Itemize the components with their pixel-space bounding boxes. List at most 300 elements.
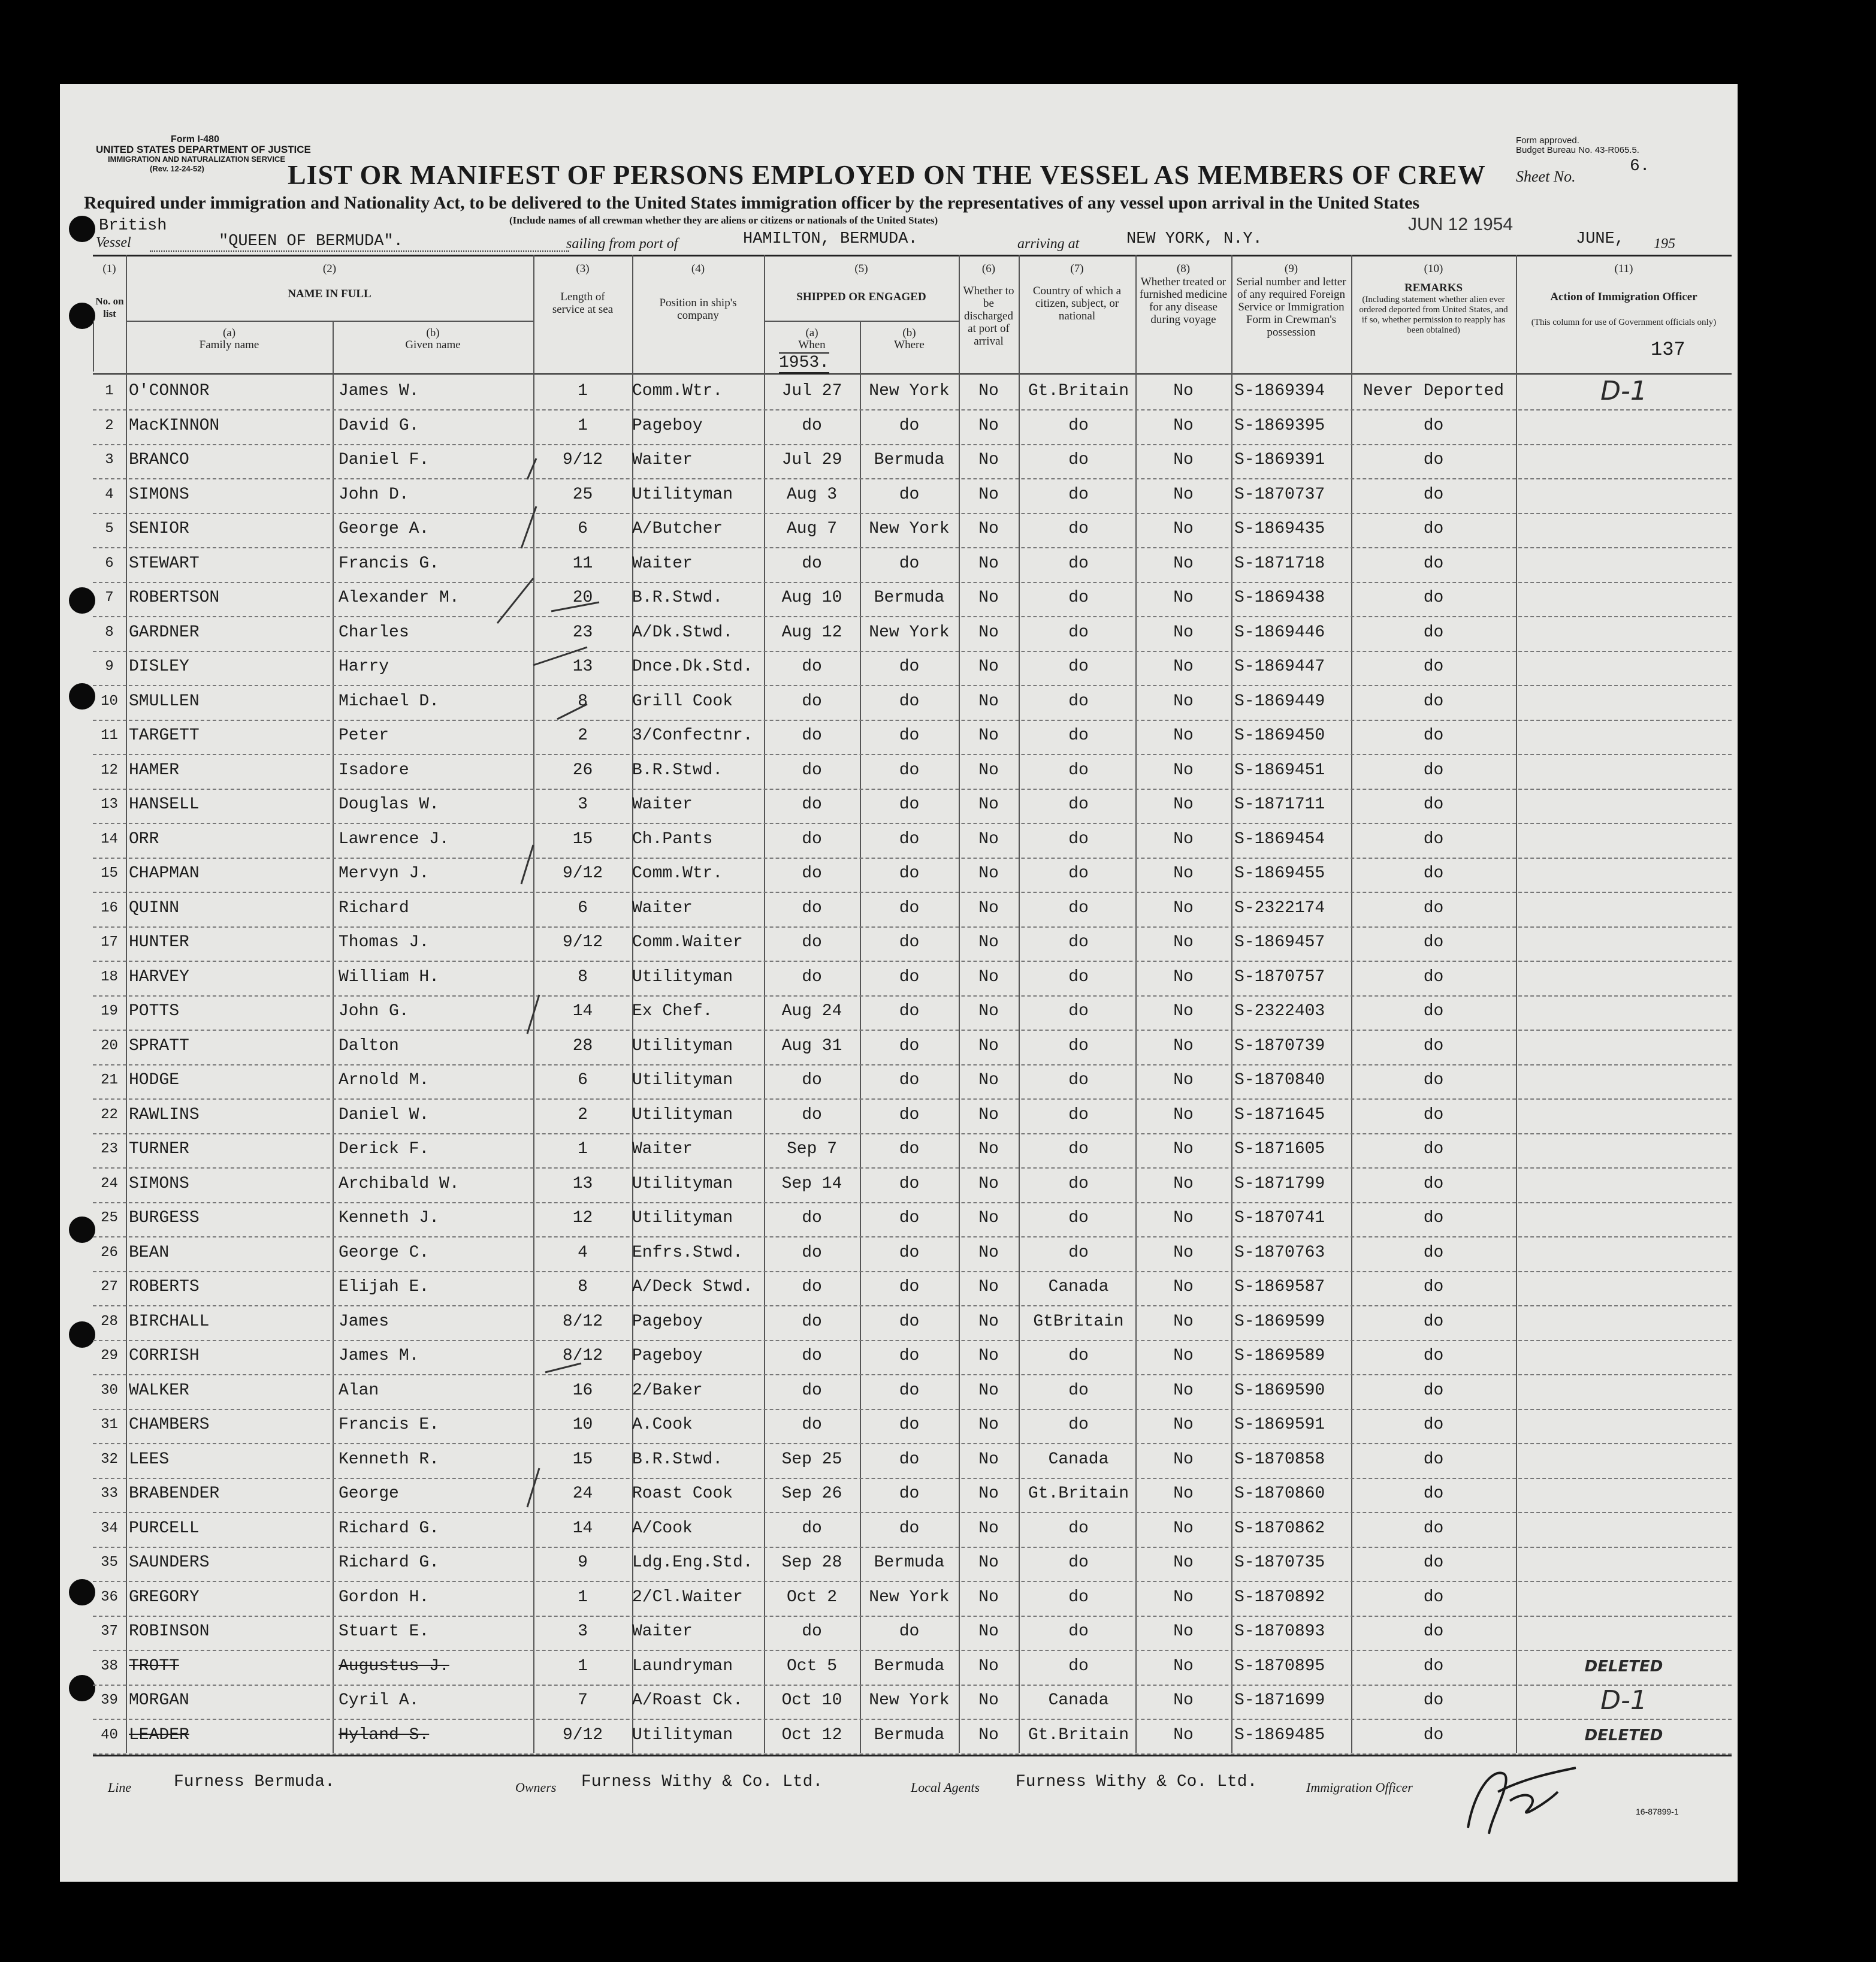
cell-no: 17 <box>101 934 118 950</box>
cell-serial: S-1869455 <box>1234 864 1325 883</box>
cell-family: CORRISH <box>129 1347 200 1365</box>
cell-discharged: No <box>978 416 999 435</box>
nationality: British <box>99 217 167 235</box>
year-prefix: 195 <box>1654 236 1675 252</box>
cell-family: BEAN <box>129 1243 170 1262</box>
cell-no: 1 <box>105 383 114 399</box>
cell-country: do <box>1068 692 1089 711</box>
cell-given: Kenneth J. <box>339 1209 440 1227</box>
cell-family: SAUNDERS <box>129 1553 210 1572</box>
cell-where: Bermuda <box>874 588 945 607</box>
cell-serial: S-1869394 <box>1234 382 1325 400</box>
cell-no: 27 <box>101 1279 118 1295</box>
cell-given: Dalton <box>339 1036 399 1055</box>
cell-no: 32 <box>101 1451 118 1468</box>
col4-num: (4) <box>691 262 705 275</box>
col2b-num: (b) <box>426 327 440 339</box>
cell-when: Jul 27 <box>781 382 842 400</box>
vessel-label: Vessel <box>96 235 131 250</box>
cell-position: Waiter <box>632 898 693 917</box>
cell-remarks: do <box>1423 898 1444 917</box>
cell-service: 6 <box>578 898 588 917</box>
cell-family: QUINN <box>129 898 180 917</box>
col10-label: REMARKS <box>1404 282 1463 294</box>
cell-position: Utilityman <box>632 1174 733 1193</box>
cell-discharged: No <box>978 898 999 917</box>
cell-discharged: No <box>978 967 999 986</box>
cell-medicine: No <box>1173 829 1194 849</box>
cell-no: 3 <box>105 452 114 468</box>
cell-where: do <box>899 760 920 780</box>
cell-remarks: do <box>1423 1587 1444 1607</box>
cell-when: Jul 29 <box>781 451 842 469</box>
cell-no: 26 <box>101 1244 118 1261</box>
cell-family: CHAMBERS <box>129 1415 210 1434</box>
cell-remarks: do <box>1423 1140 1444 1158</box>
cell-when: Sep 28 <box>781 1553 842 1572</box>
cell-when: do <box>802 1071 822 1089</box>
cell-family: LEADER <box>129 1725 189 1744</box>
cell-service: 8/12 <box>562 1312 603 1331</box>
col6-num: (6) <box>981 262 996 275</box>
cell-position: Utilityman <box>632 485 733 504</box>
cell-serial: S-1869391 <box>1234 451 1325 469</box>
cell-no: 12 <box>101 762 118 778</box>
cell-no: 2 <box>105 417 114 434</box>
cell-where: do <box>899 1243 920 1262</box>
col6-label: Whether to be discharged at port of arrival <box>963 285 1014 348</box>
punch-hole <box>69 683 95 710</box>
cell-serial: S-1869449 <box>1234 692 1325 711</box>
cell-where: do <box>899 692 920 711</box>
cell-medicine: No <box>1173 1278 1194 1296</box>
col5-num: (5) <box>854 262 868 275</box>
cell-position: Grill Cook <box>632 692 733 711</box>
cell-discharged: No <box>978 1450 999 1469</box>
cell-given: Lawrence J. <box>339 829 449 849</box>
cell-where: do <box>899 1036 920 1055</box>
cell-discharged: No <box>978 1622 999 1641</box>
cell-serial: S-2322174 <box>1234 898 1325 917</box>
cell-position: A.Cook <box>632 1415 693 1434</box>
cell-remarks: do <box>1423 864 1444 883</box>
cell-position: Enfrs.Stwd. <box>632 1243 743 1262</box>
cell-where: do <box>899 795 920 814</box>
cell-where: do <box>899 1209 920 1227</box>
cell-position: Ldg.Eng.Std. <box>632 1553 753 1572</box>
cell-serial: S-1869451 <box>1234 760 1325 780</box>
form-number: Form I-480 <box>171 134 219 144</box>
cell-serial: S-1870741 <box>1234 1209 1325 1227</box>
cell-where: do <box>899 1071 920 1089</box>
cell-when: do <box>802 1381 822 1400</box>
cell-service: 1 <box>578 382 588 400</box>
cell-given: James W. <box>339 382 419 400</box>
line-label: Line <box>108 1780 132 1795</box>
col2-label: NAME IN FULL <box>288 288 371 300</box>
cell-country: do <box>1068 1553 1089 1572</box>
cell-service: 20 <box>572 588 593 607</box>
agents-value: Furness Withy & Co. Ltd. <box>1016 1773 1258 1791</box>
cell-position: Pageboy <box>632 416 703 435</box>
cell-where: do <box>899 1002 920 1021</box>
table-row <box>93 754 1732 790</box>
cell-country: do <box>1068 485 1089 504</box>
cell-remarks: do <box>1423 1209 1444 1227</box>
cell-remarks: do <box>1423 1312 1444 1331</box>
cell-position: Waiter <box>632 1622 693 1641</box>
cell-no: 29 <box>101 1348 118 1364</box>
cell-no: 37 <box>101 1623 118 1640</box>
cell-family: ORR <box>129 829 159 849</box>
cell-medicine: No <box>1173 451 1194 469</box>
cell-where: do <box>899 829 920 849</box>
table-row <box>93 961 1732 997</box>
form-revision: (Rev. 12-24-52) <box>150 164 204 173</box>
cell-position: Comm.Wtr. <box>632 382 723 400</box>
manifest-page <box>60 84 1738 1882</box>
cell-medicine: No <box>1173 1071 1194 1089</box>
cell-when: do <box>802 1622 822 1641</box>
cell-given: John G. <box>339 1002 409 1021</box>
print-code: 16-87899-1 <box>1636 1807 1679 1816</box>
cell-family: HAMER <box>129 760 180 780</box>
cell-given: William H. <box>339 967 440 986</box>
cell-where: Bermuda <box>874 1656 945 1676</box>
cell-given: Richard G. <box>339 1519 440 1538</box>
cell-family: MORGAN <box>129 1691 189 1710</box>
table-row <box>93 1615 1732 1651</box>
cell-country: do <box>1068 1519 1089 1538</box>
cell-position: 2/Baker <box>632 1381 703 1400</box>
cell-where: do <box>899 1312 920 1331</box>
col5-label: SHIPPED OR ENGAGED <box>796 291 926 303</box>
cell-remarks: do <box>1423 554 1444 573</box>
cell-position: Roast Cook <box>632 1484 733 1503</box>
table-row <box>93 1167 1732 1203</box>
cell-where: do <box>899 1484 920 1503</box>
table-row <box>93 409 1732 445</box>
cell-where: Bermuda <box>874 1725 945 1744</box>
cell-medicine: No <box>1173 1553 1194 1572</box>
cell-no: 28 <box>101 1313 118 1330</box>
col2-num: (2) <box>322 262 337 275</box>
cell-given: Mervyn J. <box>339 864 430 883</box>
cell-position: Utilityman <box>632 1725 733 1744</box>
cell-where: Bermuda <box>874 451 945 469</box>
punch-hole <box>69 587 95 614</box>
cell-where: do <box>899 554 920 573</box>
cell-medicine: No <box>1173 1484 1194 1503</box>
cell-service: 6 <box>578 520 588 538</box>
table-row <box>93 650 1732 686</box>
cell-when: do <box>802 795 822 814</box>
cell-when: do <box>802 864 822 883</box>
cell-remarks: do <box>1423 1450 1444 1469</box>
cell-where: Bermuda <box>874 1553 945 1572</box>
cell-no: 40 <box>101 1726 118 1743</box>
cell-country: do <box>1068 1347 1089 1365</box>
table-row <box>93 926 1732 962</box>
table-row <box>93 1374 1732 1410</box>
cell-family: BRABENDER <box>129 1484 220 1503</box>
cell-service: 8 <box>578 967 588 986</box>
cell-action: DELETED <box>1584 1726 1663 1744</box>
cell-no: 34 <box>101 1520 118 1537</box>
cell-position: Laundryman <box>632 1656 733 1676</box>
punch-hole <box>69 1675 95 1701</box>
col4-label: Position in ship's company <box>659 297 737 322</box>
cell-discharged: No <box>978 1725 999 1744</box>
port-to: NEW YORK, N.Y. <box>1126 230 1262 248</box>
cell-service: 25 <box>572 485 593 504</box>
page-count: 137 <box>1651 339 1685 361</box>
cell-where: New York <box>869 1691 950 1710</box>
col5a-label: When <box>798 339 826 351</box>
cell-family: RAWLINS <box>129 1105 200 1124</box>
cell-remarks: do <box>1423 1174 1444 1193</box>
cell-remarks: do <box>1423 451 1444 469</box>
cell-medicine: No <box>1173 1656 1194 1676</box>
cell-no: 31 <box>101 1417 118 1433</box>
table-row <box>93 1477 1732 1513</box>
cell-service: 4 <box>578 1243 588 1262</box>
cell-serial: S-1871799 <box>1234 1174 1325 1193</box>
cell-position: Pageboy <box>632 1312 703 1331</box>
cell-remarks: do <box>1423 1519 1444 1538</box>
cell-country: Gt.Britain <box>1028 1484 1129 1503</box>
cell-when: Oct 5 <box>786 1656 837 1676</box>
cell-medicine: No <box>1173 1002 1194 1021</box>
cell-given: Gordon H. <box>339 1587 430 1607</box>
cell-country: Gt.Britain <box>1028 1725 1129 1744</box>
cell-no: 18 <box>101 968 118 985</box>
date-stamp: JUN 12 1954 <box>1408 215 1514 234</box>
cell-remarks: do <box>1423 588 1444 607</box>
cell-given: Douglas W. <box>339 795 440 814</box>
cell-discharged: No <box>978 1381 999 1400</box>
port-from: HAMILTON, BERMUDA. <box>743 230 918 248</box>
cell-country: do <box>1068 1243 1089 1262</box>
cell-family: LEES <box>129 1450 170 1469</box>
cell-position: Waiter <box>632 554 693 573</box>
cell-serial: S-1869450 <box>1234 726 1325 745</box>
cell-given: George C. <box>339 1243 430 1262</box>
cell-service: 24 <box>572 1484 593 1503</box>
cell-no: 35 <box>101 1554 118 1571</box>
cell-service: 9/12 <box>562 451 603 469</box>
cell-medicine: No <box>1173 1036 1194 1055</box>
cell-discharged: No <box>978 1209 999 1227</box>
cell-when: Aug 31 <box>781 1036 842 1055</box>
cell-serial: S-2322403 <box>1234 1002 1325 1021</box>
cell-position: 2/Cl.Waiter <box>632 1587 743 1607</box>
cell-remarks: do <box>1423 1002 1444 1021</box>
cell-discharged: No <box>978 485 999 504</box>
cell-no: 24 <box>101 1175 118 1192</box>
col5b-num: (b) <box>902 327 916 339</box>
cell-discharged: No <box>978 588 999 607</box>
cell-no: 16 <box>101 899 118 916</box>
table-row <box>93 1305 1732 1341</box>
cell-serial: S-1870862 <box>1234 1519 1325 1538</box>
cell-country: do <box>1068 657 1089 676</box>
cell-serial: S-1869599 <box>1234 1312 1325 1331</box>
cell-position: Comm.Wtr. <box>632 864 723 883</box>
cell-country: do <box>1068 554 1089 573</box>
cell-no: 15 <box>101 865 118 882</box>
cell-medicine: No <box>1173 692 1194 711</box>
cell-given: Isadore <box>339 760 409 780</box>
cell-discharged: No <box>978 795 999 814</box>
cell-discharged: No <box>978 1140 999 1158</box>
cell-no: 8 <box>105 624 114 641</box>
cell-no: 33 <box>101 1486 118 1502</box>
cell-service: 1 <box>578 1140 588 1158</box>
cell-serial: S-1869447 <box>1234 657 1325 676</box>
cell-country: do <box>1068 933 1089 952</box>
cell-service: 10 <box>572 1415 593 1434</box>
cell-given: George <box>339 1484 399 1503</box>
cell-service: 14 <box>572 1002 593 1021</box>
cell-serial: S-1869454 <box>1234 829 1325 849</box>
cell-family: ROBINSON <box>129 1622 210 1641</box>
cell-no: 13 <box>101 796 118 813</box>
cell-country: do <box>1068 829 1089 849</box>
cell-medicine: No <box>1173 588 1194 607</box>
cell-medicine: No <box>1173 1243 1194 1262</box>
service-name: IMMIGRATION AND NATURALIZATION SERVICE <box>108 155 286 164</box>
cell-position: Waiter <box>632 1140 693 1158</box>
col9-label: Serial number and letter of any required Foreign Service or Immigration Form in Crewman's possession <box>1236 276 1346 339</box>
cell-medicine: No <box>1173 1347 1194 1365</box>
cell-no: 21 <box>101 1072 118 1088</box>
cell-given: Richard <box>339 898 409 917</box>
cell-medicine: No <box>1173 1381 1194 1400</box>
cell-medicine: No <box>1173 554 1194 573</box>
cell-country: do <box>1068 1105 1089 1124</box>
col1-label: No. on list <box>95 295 124 319</box>
cell-discharged: No <box>978 554 999 573</box>
cell-service: 1 <box>578 416 588 435</box>
cell-no: 6 <box>105 555 114 572</box>
cell-no: 30 <box>101 1382 118 1399</box>
punch-hole <box>69 216 95 242</box>
cell-position: Waiter <box>632 795 693 814</box>
cell-country: do <box>1068 1174 1089 1193</box>
department-name: UNITED STATES DEPARTMENT OF JUSTICE <box>96 144 311 155</box>
cell-family: PURCELL <box>129 1519 200 1538</box>
cell-country: Canada <box>1048 1278 1109 1296</box>
table-row <box>93 616 1732 652</box>
cell-family: WALKER <box>129 1381 189 1400</box>
cell-discharged: No <box>978 864 999 883</box>
sailing-label: sailing from port of <box>566 236 678 252</box>
cell-service: 9 <box>578 1553 588 1572</box>
owners-label: Owners <box>515 1780 557 1795</box>
cell-where: do <box>899 864 920 883</box>
cell-serial: S-1870860 <box>1234 1484 1325 1503</box>
cell-country: GtBritain <box>1033 1312 1124 1331</box>
cell-remarks: do <box>1423 1484 1444 1503</box>
cell-where: do <box>899 967 920 986</box>
cell-given: David G. <box>339 416 419 435</box>
cell-family: MacKINNON <box>129 416 220 435</box>
cell-medicine: No <box>1173 967 1194 986</box>
cell-country: do <box>1068 795 1089 814</box>
cell-medicine: No <box>1173 416 1194 435</box>
table-row <box>93 1443 1732 1479</box>
table-row <box>93 995 1732 1031</box>
cell-when: do <box>802 933 822 952</box>
arrival-month: JUNE, <box>1576 230 1625 248</box>
cell-given: Stuart E. <box>339 1622 430 1641</box>
cell-medicine: No <box>1173 1140 1194 1158</box>
cell-service: 7 <box>578 1691 588 1710</box>
cell-medicine: No <box>1173 1174 1194 1193</box>
cell-given: Hyland S. <box>339 1725 430 1744</box>
table-row <box>93 857 1732 893</box>
cell-where: do <box>899 1622 920 1641</box>
cell-serial: S-1869395 <box>1234 416 1325 435</box>
table-row <box>93 512 1732 548</box>
cell-serial: S-1869589 <box>1234 1347 1325 1365</box>
cell-country: do <box>1068 967 1089 986</box>
cell-when: do <box>802 1519 822 1538</box>
cell-when: Oct 2 <box>786 1587 837 1607</box>
cell-remarks: Never Deported <box>1363 382 1505 400</box>
line-value: Furness Bermuda. <box>174 1773 335 1791</box>
shipped-year: 1953. <box>779 354 830 372</box>
cell-country: do <box>1068 1656 1089 1676</box>
cell-position: Utilityman <box>632 1209 733 1227</box>
cell-country: do <box>1068 1002 1089 1021</box>
cell-serial: S-1870739 <box>1234 1036 1325 1055</box>
cell-when: do <box>802 1243 822 1262</box>
cell-remarks: do <box>1423 520 1444 538</box>
cell-no: 10 <box>101 693 118 710</box>
vessel-line <box>150 250 569 252</box>
cell-no: 4 <box>105 486 114 503</box>
punch-hole <box>69 1217 95 1243</box>
cell-no: 19 <box>101 1003 118 1019</box>
table-row <box>93 1270 1732 1306</box>
cell-serial: S-1869446 <box>1234 623 1325 642</box>
owners-value: Furness Withy & Co. Ltd. <box>581 1773 823 1791</box>
table-row <box>93 1202 1732 1237</box>
table-row <box>93 1064 1732 1100</box>
col5a-num: (a) <box>805 327 818 339</box>
cell-serial: S-1869485 <box>1234 1725 1325 1744</box>
officer-label: Immigration Officer <box>1306 1780 1413 1795</box>
cell-given: Derick F. <box>339 1140 430 1158</box>
cell-where: New York <box>869 520 950 538</box>
cell-discharged: No <box>978 1656 999 1676</box>
col10-sub: (Including statement whether alien ever ordered deported from United States, and if so, whether permission to reapply has been obtained) <box>1359 295 1508 335</box>
cell-remarks: do <box>1423 1691 1444 1710</box>
table-row <box>93 685 1732 721</box>
cell-discharged: No <box>978 1278 999 1296</box>
cell-service: 15 <box>572 1450 593 1469</box>
cell-medicine: No <box>1173 657 1194 676</box>
table-row <box>93 719 1732 755</box>
cell-no: 22 <box>101 1106 118 1123</box>
cell-when: do <box>802 416 822 435</box>
rule <box>764 321 959 322</box>
cell-serial: S-1871711 <box>1234 795 1325 814</box>
cell-remarks: do <box>1423 1656 1444 1676</box>
sheet-label: Sheet No. <box>1516 168 1576 185</box>
